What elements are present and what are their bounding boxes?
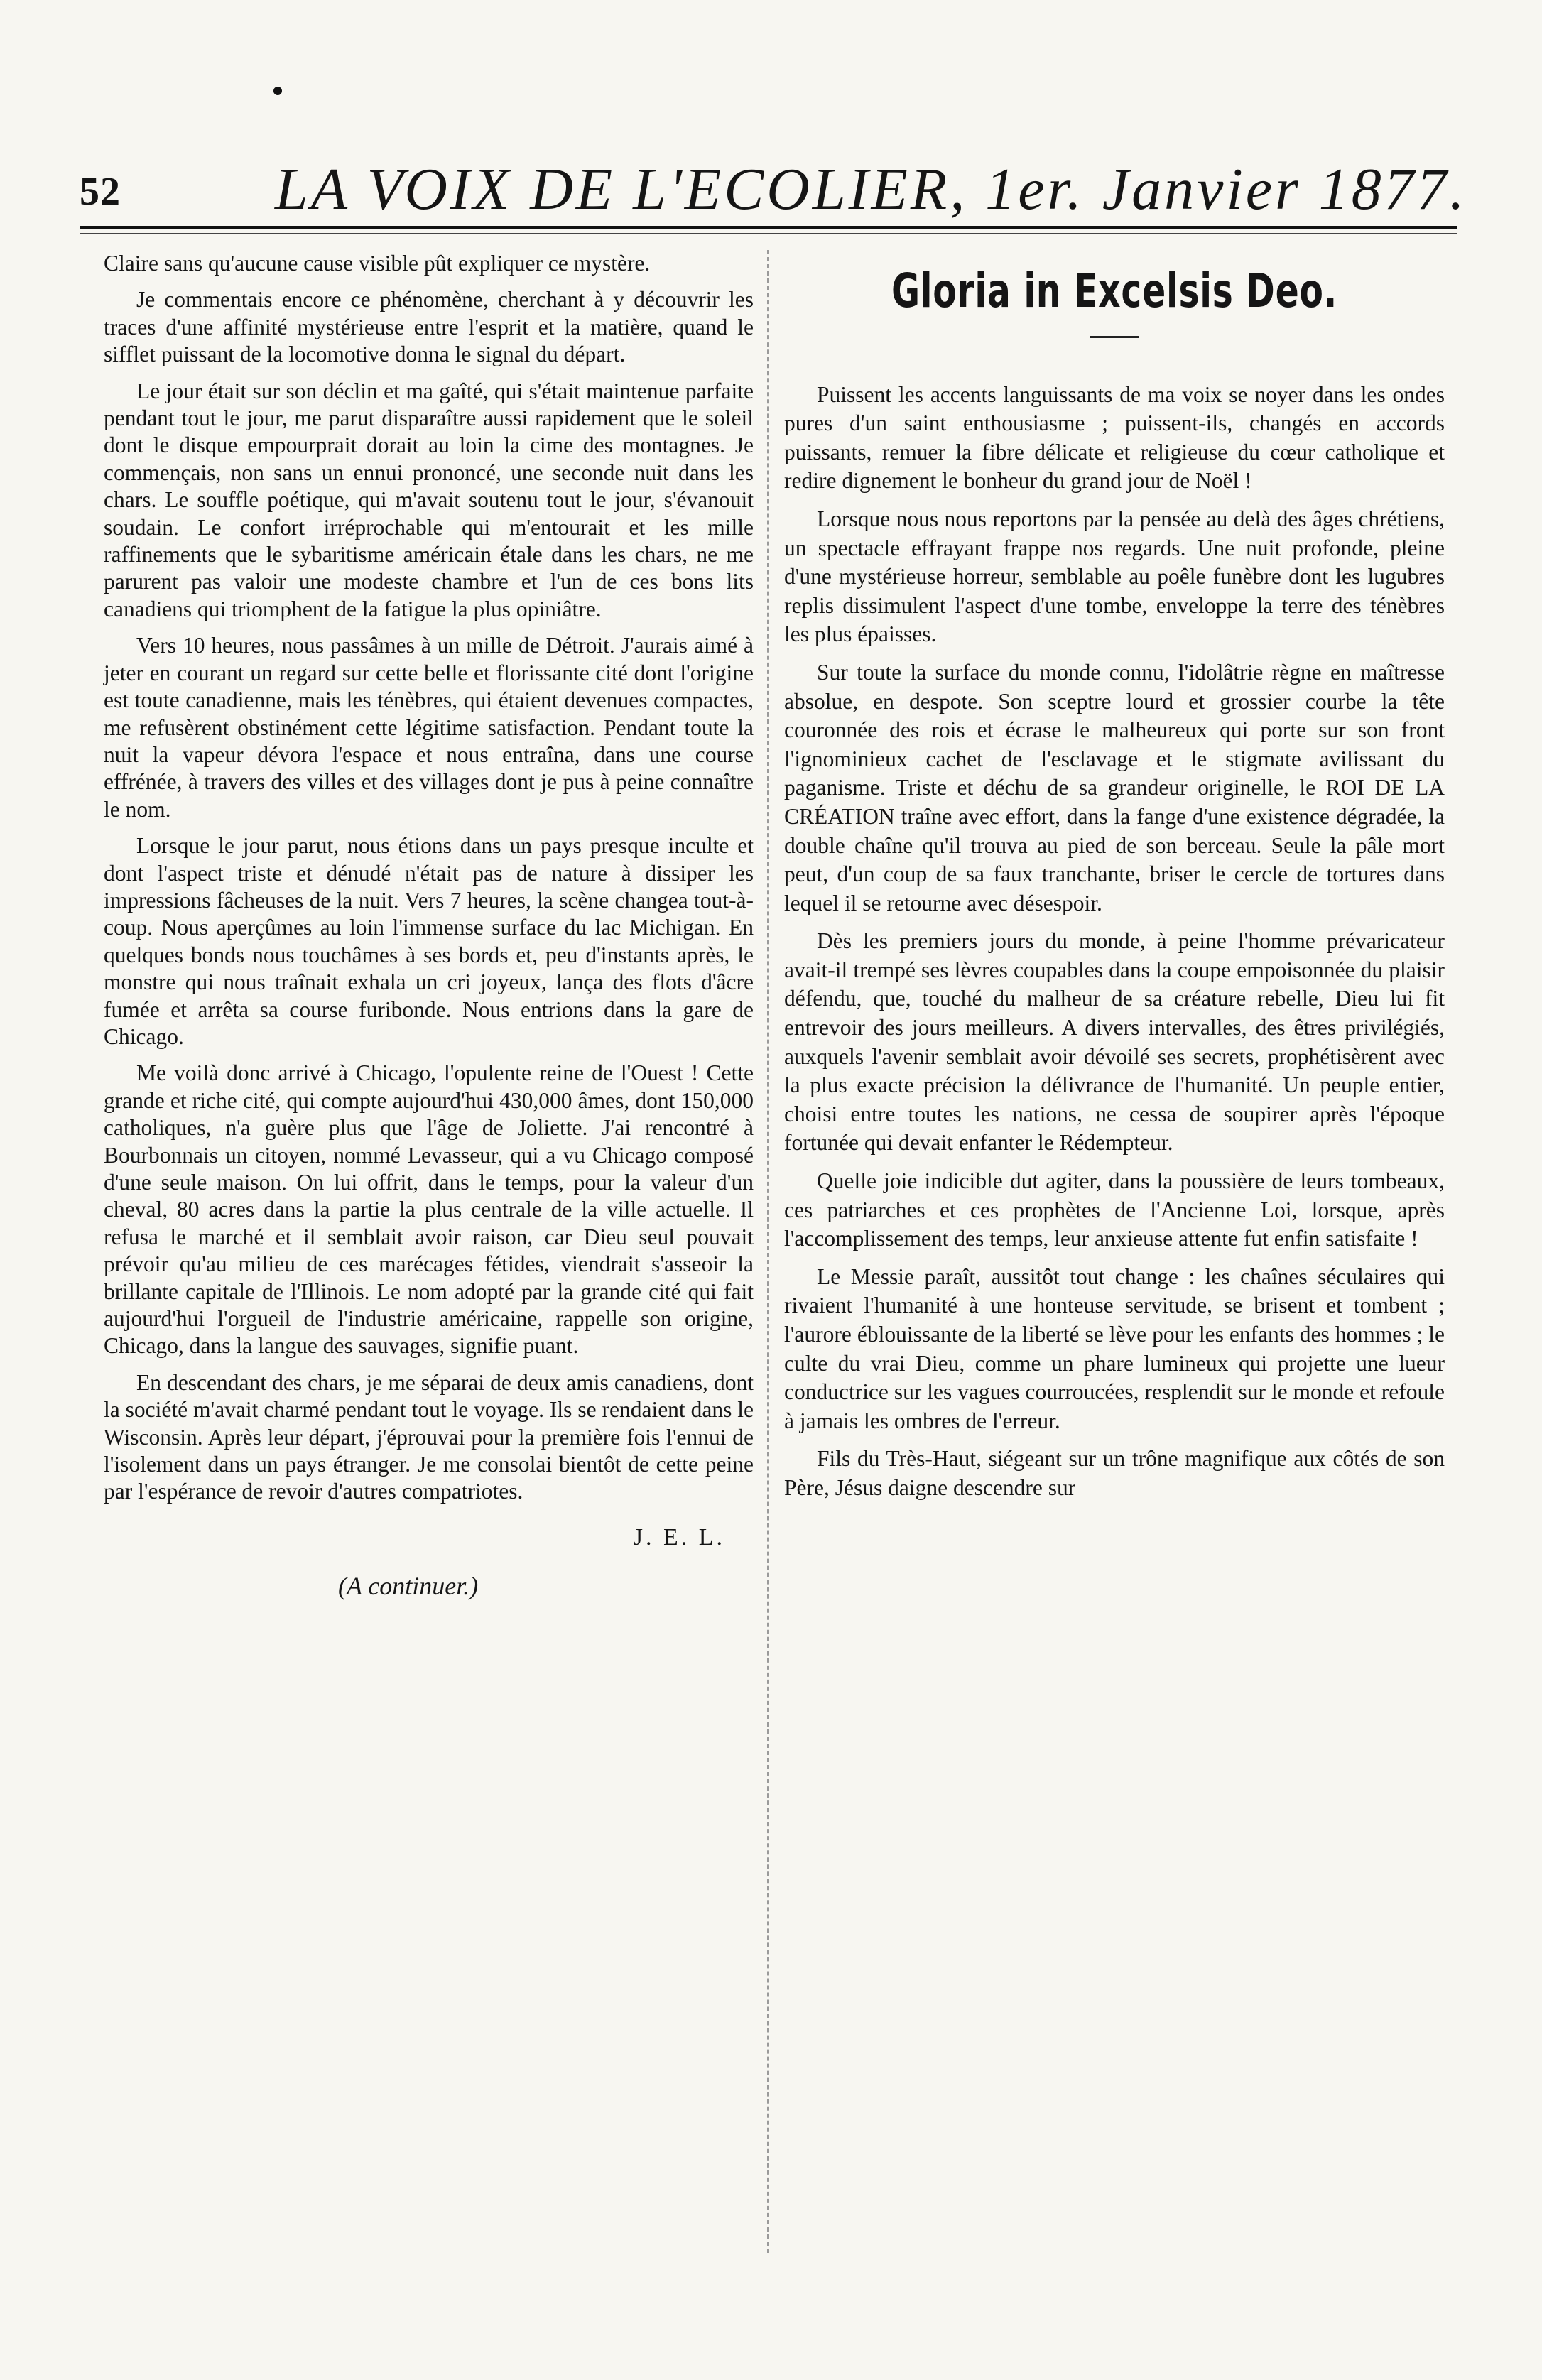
- paragraph: Fils du Très-Haut, siégeant sur un trône magnifique aux côtés de son Père, Jésus daigne descendre sur: [784, 1446, 1445, 1500]
- paragraph: Vers 10 heures, nous passâmes à un mille de Détroit. J'aurais aimé à jeter en courant un regard sur cette belle et florissante cité dont l'origine est toute canadienne, mais les ténèbres, qui étaient devenues compactes, me refusèrent obstinément cette légitime satisfaction. Pendant toute la nuit la vapeur dévora l'espace et nous entraîna, dans une course effrénée, à travers des villes et des villages dont je pus à peine connaître le nom.: [104, 633, 754, 822]
- running-title: LA VOIX DE L'ECOLIER, 1er. Janvier 1877.: [275, 156, 1467, 222]
- paragraph: Puissent les accents languissants de ma voix se noyer dans les ondes pures d'un saint enthousiasme ; puissent-ils, changés en accords puissants, remuer la fibre délicate et religieuse du cœur catholique et redire dignement le bonheur du grand jour de Noël !: [784, 381, 1445, 494]
- article-title: Gloria in Excelsis Deo.: [891, 263, 1338, 318]
- paragraph: Le jour était sur son déclin et ma gaîté, qui s'était maintenue parfaite pendant tout le jour, me parut disparaître aussi rapidement que le soleil dont le disque empourprait dorait au loin la cime des montagnes. Je commençais, non sans un ennui prononcé, une seconde nuit dans les chars. Le souffle poétique, qui m'avait soutenu tout le jour, s'évanouit soudain. Le confort irréprochable qui m'entourait et les mille raffinements que le sybaritisme américain étale dans les chars, ne me parurent pas valoir une modeste chambre et l'un de ces bons lits canadiens qui triomphent de la fatigue la plus opiniâtre.: [104, 378, 754, 621]
- paragraph: Dès les premiers jours du monde, à peine l'homme prévaricateur avait-il trempé ses lèvres coupables dans la coupe empoisonnée du plaisir défendu, que, touché du malheur de sa créature rebelle, Dieu lui fit entrevoir des jours meilleurs. A divers intervalles, des êtres privilégiés, auxquels l'avenir semblait avoir dévoilé ses secrets, prophétisèrent avec la plus exacte précision la délivrance de l'humanité. Un peuple entier, choisi entre toutes les nations, ne cessa de soupirer après l'époque fortunée qui devait enfanter le Rédempteur.: [784, 928, 1445, 1156]
- page-header: [80, 155, 1467, 222]
- header-rule: [80, 226, 1457, 229]
- paragraph: Lorsque nous nous reportons par la pensée au delà des âges chrétiens, un spectacle effrayant frappe nos regards. Une nuit profonde, pleine d'une mystérieuse horreur, semblable au poêle funèbre dont les lugubres replis dissimulent l'aspect d'une tombe, enveloppe la terre des ténèbres les plus épaisses.: [784, 506, 1445, 647]
- page-number: 52: [80, 170, 121, 214]
- paragraph: Me voilà donc arrivé à Chicago, l'opulente reine de l'Ouest ! Cette grande et riche cité, qui compte aujourd'hui 430,000 âmes, dont 150,000 catholiques, n'a guère plus que l'âge de Joliette. J'ai rencontré à Bourbonnais un citoyen, nommé Levasseur, qui a vu Chicago composé d'une seule maison. On lui offrit, dans le temps, pour la valeur d'un cheval, 80 acres dans la partie la plus centrale de la ville actuelle. Il refusa le marché et il semblait avoir raison, car Dieu seul pouvait prévoir qu'au milieu de ces marécages fétides, viendrait s'asseoir la brillante capitale de l'Illinois. Le nom adopté par la grande cité qui fait aujourd'hui l'orgueil de l'industrie américaine, rappelle son origine, Chicago, dans la langue des sauvages, signifie puant.: [104, 1060, 754, 1359]
- paragraph: Je commentais encore ce phénomène, cherchant à y découvrir les traces d'une affinité mystérieuse entre l'esprit et la matière, quand le sifflet puissant de la locomotive donna le signal du départ.: [104, 287, 754, 367]
- column-divider: [767, 250, 769, 2253]
- title-rule: [1090, 336, 1139, 338]
- right-column: [784, 250, 1445, 1512]
- paragraph: Sur toute la surface du monde connu, l'idolâtrie règne en maîtresse absolue, en despote. Son sceptre lourd et grossier courbe la tête couronnée des rois et écrase le malheureux qui porte sur son front l'ignominieux cachet de l'esclavage et le stigmate avilissant du paganisme. Triste et déchu de sa grandeur originelle, le ROI DE LA CRÉATION traîne avec effort, dans la fange d'une existence dégradée, la double chaîne qu'il trouva au pied de son berceau. Seule la pâle mort peut, d'un coup de sa faux tranchante, briser le cercle de tortures dans lequel il se retourne avec désespoir.: [784, 659, 1445, 915]
- paragraph: Lorsque le jour parut, nous étions dans un pays presque inculte et dont l'aspect triste et dénudé n'était pas de nature à dissiper les impressions fâcheuses de la nuit. Vers 7 heures, la scène changea tout-à-coup. Nous aperçûmes au loin l'immense surface du lac Michigan. En quelques bonds nous touchâmes à ses bords et, peu d'instants après, le monstre qui nous traînait exhala un cri joyeux, lança des flots d'âcre fumée et arrêta sa course furibonde. Nous entrions dans la gare de Chicago.: [104, 833, 754, 1049]
- continued-note: (A continuer.): [338, 1572, 479, 1601]
- left-column: [104, 250, 754, 1600]
- paragraph: Claire sans qu'aucune cause visible pût expliquer ce mystère.: [104, 251, 651, 276]
- header-rule-thin: [80, 233, 1457, 234]
- paragraph: Quelle joie indicible dut agiter, dans la poussière de leurs tombeaux, ces patriarches et ces prophètes de l'Ancienne Loi, lorsque, après l'accomplissement des temps, leur anxieuse attente fut enfin satisfaite !: [784, 1168, 1445, 1251]
- paragraph: En descendant des chars, je me séparai de deux amis canadiens, dont la société m'avait charmé pendant tout le voyage. Ils se rendaient dans le Wisconsin. Après leur départ, j'éprouvai pour la première fois l'ennui de l'isolement dans un pays étranger. Je me consolai bientôt de cette peine par l'espérance de revoir d'autres compatriotes.: [104, 1369, 754, 1504]
- author-signature: J. E. L.: [633, 1523, 725, 1550]
- paragraph: Le Messie paraît, aussitôt tout change : les chaînes séculaires qui rivaient l'humanité à une honteuse servitude, se brisent et tombent ; l'aurore éblouissante de la liberté se lève pour les enfants des hommes ; le culte du vrai Dieu, comme un phare lumineux qui projette une lueur conductrice sur les vagues courroucées, resplendit sur le monde et refoule à jamais les ombres de l'erreur.: [784, 1264, 1445, 1433]
- ink-dot: [273, 87, 282, 95]
